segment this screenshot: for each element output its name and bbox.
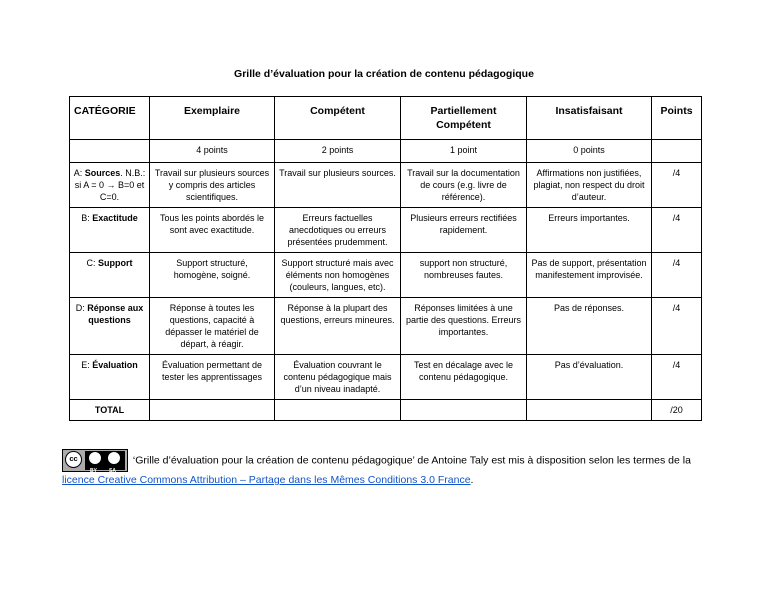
criterion-cell: Travail sur la documentation de cours (e.g. livre de référence). [401,163,527,208]
criterion-cell: Plusieurs erreurs rectifiées rapidement. [401,208,527,253]
criterion-cell: Affirmations non justifiées, plagiat, non respect du droit d’auteur. [527,163,652,208]
criterion-cell: support non structuré, nombreuses fautes. [401,253,527,298]
score-cell: /4 [652,253,702,298]
total-row [70,400,702,421]
criterion-cell: Réponse à toutes les questions, capacité à dépasser le matériel de départ, à réagir. [150,298,275,355]
table-row [70,355,702,400]
criterion-cell: Évaluation permettant de tester les apprentissages [150,355,275,400]
category-name: Évaluation [92,360,138,370]
points-cell-empty [652,140,702,163]
criterion-cell: Support structuré mais avec éléments non homogènes (couleurs, langues, etc). [275,253,401,298]
points-cell: 1 point [401,140,527,163]
total-label: TOTAL [70,400,150,421]
category-prefix: D: [75,303,88,313]
score-cell: /4 [652,298,702,355]
category-cell [70,253,150,298]
empty-cell [401,400,527,421]
points-cell-empty [70,140,150,163]
evaluation-grid-table [69,96,702,421]
document-title: Grille d’évaluation pour la création de contenu pédagogique [234,68,534,80]
points-row [70,140,702,163]
header-row [70,97,702,140]
score-cell: /4 [652,163,702,208]
license-text-end: . [470,474,474,486]
score-cell: /4 [652,208,702,253]
empty-cell [150,400,275,421]
criterion-cell: Test en décalage avec le contenu pédagogique. [401,355,527,400]
criterion-cell: Travail sur plusieurs sources. [275,163,401,208]
points-cell: 2 points [275,140,401,163]
header-competent: Compétent [275,97,401,140]
category-cell [70,163,150,208]
empty-cell [275,400,401,421]
header-exemplaire: Exemplaire [150,97,275,140]
category-name: Exactitude [92,213,138,223]
category-prefix: C: [86,258,98,268]
category-prefix: B: [81,213,93,223]
criterion-cell: Tous les points abordés le sont avec exactitude. [150,208,275,253]
cc-by-sa-icon[interactable] [62,449,128,472]
category-name: Sources [84,168,121,178]
points-cell: 4 points [150,140,275,163]
category-cell [70,208,150,253]
header-insatisfaisant: Insatisfaisant [527,97,652,140]
header-partiellement-competent: Partiellement Compétent [401,97,527,140]
empty-cell [527,400,652,421]
criterion-cell: Réponses limitées à une partie des questions. Erreurs importantes. [401,298,527,355]
category-prefix: A: [73,168,85,178]
table-row [70,298,702,355]
header-points: Points [652,97,702,140]
category-cell [70,298,150,355]
points-cell: 0 points [527,140,652,163]
sa-label: SA [109,468,116,474]
category-prefix: E: [81,360,93,370]
table-row [70,163,702,208]
category-cell [70,355,150,400]
criterion-cell: Réponse à la plupart des questions, erreurs mineures. [275,298,401,355]
category-name: Support [98,258,133,268]
criterion-cell: Pas de support, présentation manifestement improvisée. [527,253,652,298]
category-name: Réponse aux questions [87,303,144,325]
by-label: BY [90,468,97,474]
criterion-cell: Erreurs importantes. [527,208,652,253]
total-value: /20 [652,400,702,421]
header-category: CATÉGORIE [70,97,150,140]
score-cell: /4 [652,355,702,400]
table-row [70,253,702,298]
license-link[interactable]: licence Creative Commons Attribution – Partage dans les Mêmes Conditions 3.0 France [62,474,471,486]
criterion-cell: Support structuré, homogène, soigné. [150,253,275,298]
cc-logo-icon: cc [65,451,82,468]
table-row [70,208,702,253]
criterion-cell: Pas de réponses. [527,298,652,355]
license-notice [62,449,722,489]
category-note: . N.B.: si A = 0 → B=0 et C=0. [74,168,146,202]
criterion-cell: Erreurs factuelles anecdotiques ou erreurs présentées prudemment. [275,208,401,253]
criterion-cell: Évaluation couvrant le contenu pédagogique mais d’un niveau inadapté. [275,355,401,400]
criterion-cell: Pas d’évaluation. [527,355,652,400]
criterion-cell: Travail sur plusieurs sources y compris des articles scientifiques. [150,163,275,208]
license-text: ‘Grille d’évaluation pour la création de contenu pédagogique’ de Antoine Taly est mis à disposition selon les termes de la [132,454,691,467]
